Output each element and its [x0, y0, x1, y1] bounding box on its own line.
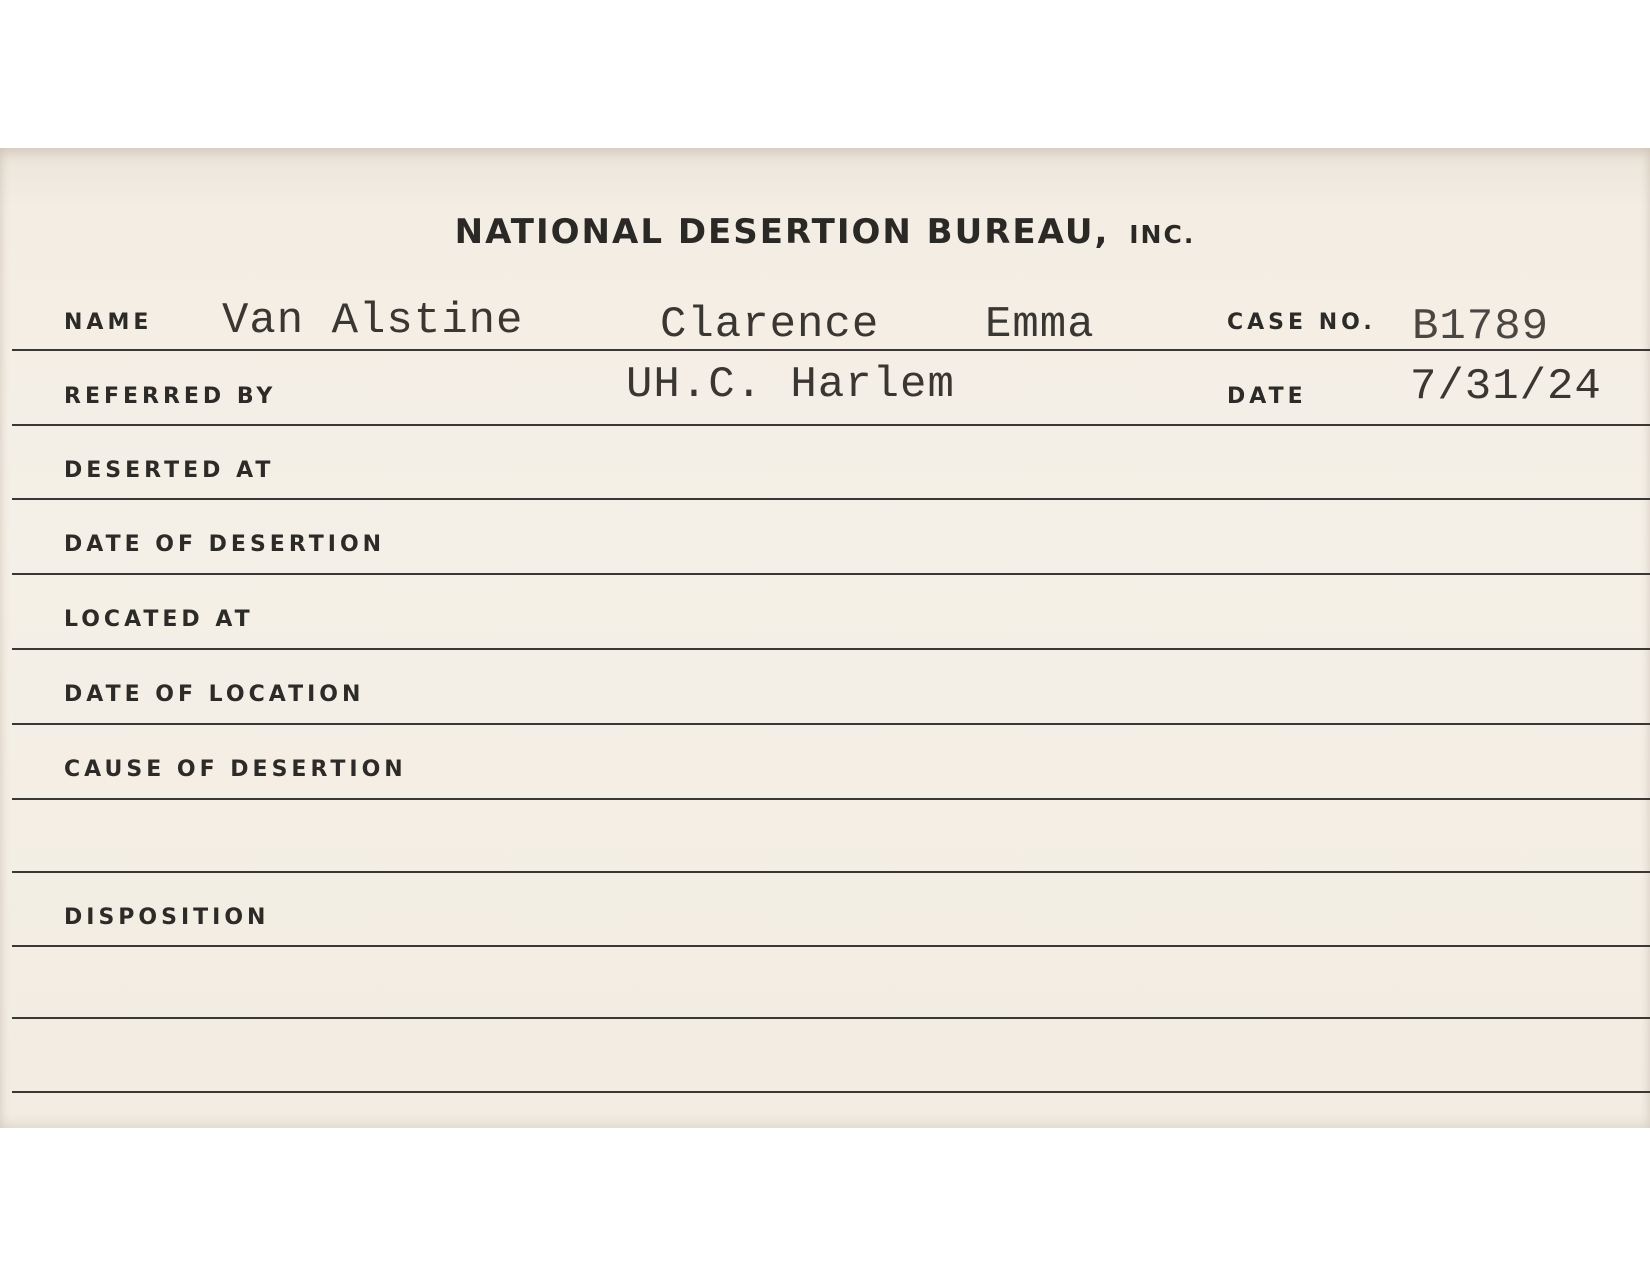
name-rule — [12, 349, 1650, 351]
date-of-location-rule — [12, 723, 1650, 725]
disposition-rule-3 — [12, 1091, 1650, 1093]
header-suffix: INC. — [1129, 220, 1196, 249]
disposition-label: DISPOSITION — [64, 905, 270, 930]
name-label: NAME — [64, 310, 153, 335]
deserted-at-label: DESERTED AT — [64, 458, 275, 483]
case-no-value: B1789 — [1412, 302, 1550, 352]
disposition-rule-1 — [12, 945, 1650, 947]
date-label: DATE — [1227, 384, 1307, 409]
date-of-location-label: DATE OF LOCATION — [64, 682, 365, 707]
name-first-value: Clarence — [660, 300, 880, 350]
date-of-desertion-rule — [12, 573, 1650, 575]
deserted-at-rule — [12, 498, 1650, 500]
date-value: 7/31/24 — [1410, 362, 1602, 412]
card-header — [0, 212, 1650, 252]
header-title: NATIONAL DESERTION BUREAU, — [454, 212, 1110, 252]
name-last-value: Van Alstine — [222, 296, 524, 346]
cause-of-desertion-label: CAUSE OF DESERTION — [64, 757, 407, 782]
located-at-label: LOCATED AT — [64, 607, 254, 632]
located-at-rule — [12, 648, 1650, 650]
cause-rule-1 — [12, 798, 1650, 800]
cause-rule-2 — [12, 871, 1650, 873]
referred-rule — [12, 424, 1650, 426]
name-spouse-value: Emma — [985, 300, 1095, 350]
referred-by-label: REFERRED BY — [64, 384, 277, 409]
case-no-label: CASE NO. — [1227, 310, 1376, 335]
referred-by-value: UH.C. Harlem — [626, 360, 955, 410]
disposition-rule-2 — [12, 1017, 1650, 1019]
record-card — [0, 148, 1650, 1128]
date-of-desertion-label: DATE OF DESERTION — [64, 532, 386, 557]
